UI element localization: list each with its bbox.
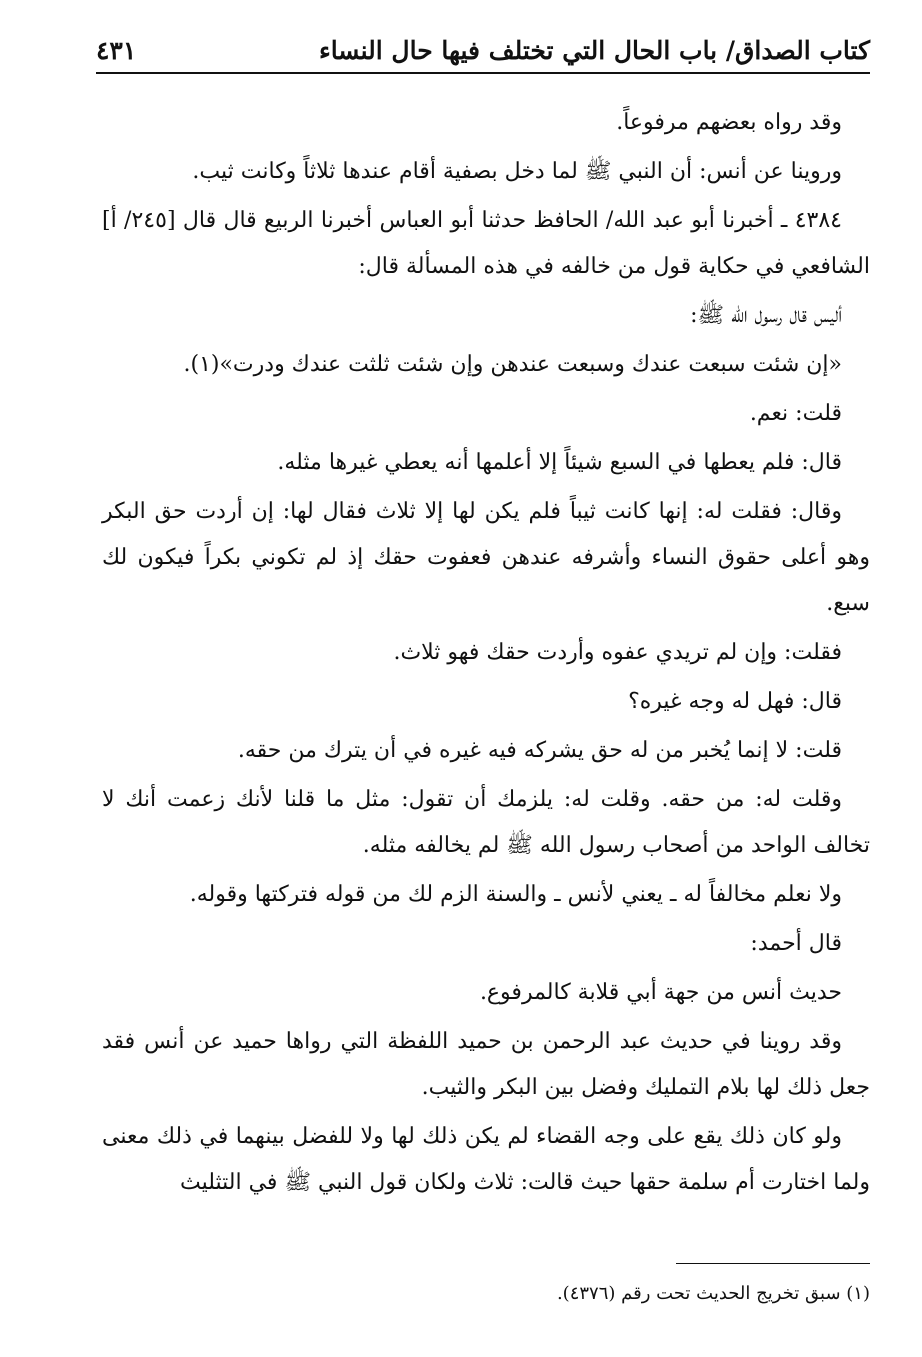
paragraph: أليس قال رسول الله ﷺ: <box>690 303 842 328</box>
paragraph: قال: فلم يعطها في السبع شيئاً إلا أعلمها أنه يعطي غيرها مثله. <box>277 450 842 475</box>
paragraph: وقال: فقلت له: إنها كانت ثيباً فلم يكن لها إلا ثلاث فقال لها: إن أردت حق البكر وهو أعلى حقوق النساء وأشرفه عندهن فعفوت حقك إذ لم تكوني بكراً فيكون لك سبع. <box>102 499 871 616</box>
main-text <box>102 100 870 1209</box>
paragraph: وقد رواه بعضهم مرفوعاً. <box>616 110 842 135</box>
header-rule <box>96 72 870 74</box>
paragraph: قال أحمد: <box>750 931 842 956</box>
page-header <box>96 30 870 74</box>
footnote: (١) سبق تخريج الحديث تحت رقم (٤٣٧٦). <box>556 1283 870 1304</box>
paragraph: وروينا عن أنس: أن النبي ﷺ لما دخل بصفية أقام عندها ثلاثاً وكانت ثيب. <box>192 159 842 184</box>
paragraph: ولو كان ذلك يقع على وجه القضاء لم يكن ذلك لها ولا للفضل بينهما في ذلك معنى ولما اختارت أم سلمة حقها حيث قالت: ثلاث ولكان قول النبي ﷺ في التثليث <box>102 1124 870 1195</box>
paragraph: فقلت: وإن لم تريدي عفوه وأردت حقك فهو ثلاث. <box>393 640 842 665</box>
hadith-quote: «إن شئت سبعت عندك وسبعت عندهن وإن شئت ثلثت عندك ودرت»(١). <box>183 352 842 377</box>
paragraph: وقلت له: من حقه. وقلت له: يلزمك أن تقول: مثل ما قلنا لأنك زعمت أنك لا تخالف الواحد من أصحاب رسول الله ﷺ لم يخالفه مثله. <box>102 787 870 858</box>
footnote-separator <box>676 1263 870 1264</box>
paragraph: قال: فهل له وجه غيره؟ <box>628 689 842 714</box>
page-number: ٤٣١ <box>96 36 137 65</box>
running-title: كتاب الصداق/ باب الحال التي تختلف فيها حال النساء <box>318 36 870 65</box>
paragraph: ولا نعلم مخالفاً له ـ يعني لأنس ـ والسنة الزم لك من قوله فتركتها وقوله. <box>189 882 842 907</box>
paragraph: وقد روينا في حديث عبد الرحمن بن حميد اللفظة التي رواها حميد عن أنس فقد جعل ذلك لها بلام التمليك وفضل بين البكر والثيب. <box>102 1029 870 1100</box>
paragraph: حديث أنس من جهة أبي قلابة كالمرفوع. <box>479 980 842 1005</box>
paragraph: قلت: لا إنما يُخبر من له حق يشركه فيه غيره في أن يترك من حقه. <box>237 738 842 763</box>
paragraph: قلت: نعم. <box>749 401 842 426</box>
hadith-entry: ٤٣٨٤ ـ أخبرنا أبو عبد الله/ الحافظ حدثنا أبو العباس أخبرنا الربيع قال قال [٢٤٥/ أ] الشافعي في حكاية قول من خالفه في هذه المسألة قال: <box>102 208 870 279</box>
